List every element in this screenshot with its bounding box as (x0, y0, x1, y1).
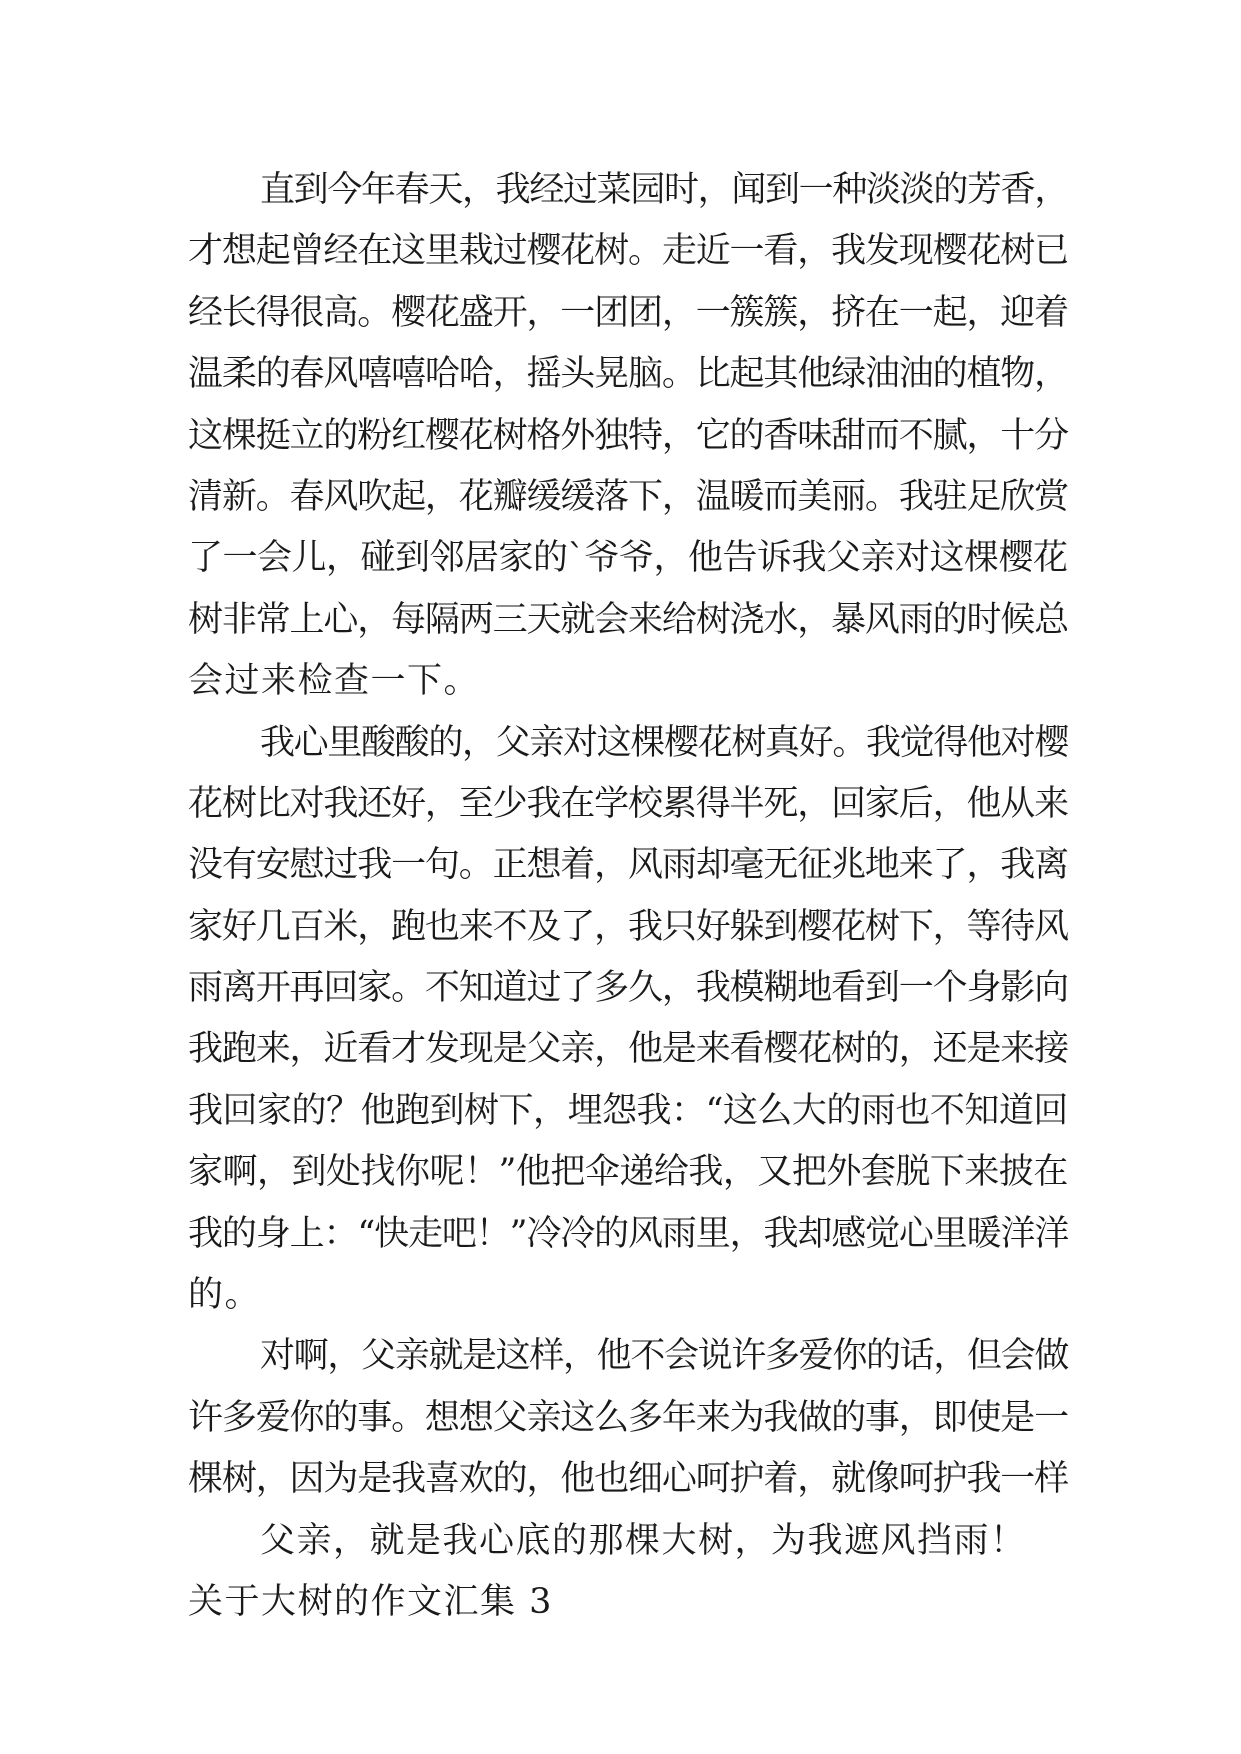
text-line: 我回家的？他跑到树下，埋怨我：“这么大的雨也不知道回 (188, 1090, 1068, 1131)
text-line: 这棵挺立的粉红樱花树格外独特，它的香味甜而不腻，十分 (188, 415, 1069, 456)
text-line: 许多爱你的事。想想父亲这么多年来为我做的事，即使是一 (188, 1397, 1069, 1438)
text-line: 的。 (188, 1275, 262, 1316)
text-line: 才想起曾经在这里栽过樱花树。走近一看，我发现樱花树已 (188, 231, 1069, 272)
text-line: 我的身上：“快走吧！”冷冷的风雨里，我却感觉心里暖洋洋 (188, 1213, 1069, 1254)
text-line: 清新。春风吹起，花瓣缓缓落下，温暖而美丽。我驻足欣赏 (188, 476, 1069, 517)
text-line: 家好几百米，跑也来不及了，我只好躲到樱花树下，等待风 (188, 906, 1069, 947)
text-line: 没有安慰过我一句。正想着，风雨却毫无征兆地来了，我离 (188, 845, 1069, 886)
text-line: 家啊，到处找你呢！”他把伞递给我，又把外套脱下来披在 (188, 1152, 1068, 1193)
text-line: 直到今年春天，我经过菜园时，闻到一种淡淡的芳香， (260, 170, 1069, 210)
document-body (188, 160, 1068, 1633)
text-line: 经长得很高。樱花盛开，一团团，一簇簇，挤在一起，迎着 (188, 292, 1069, 333)
text-line: 温柔的春风嘻嘻哈哈，摇头晃脑。比起其他绿油油的植物， (188, 354, 1069, 395)
text-line: 棵树，因为是我喜欢的，他也细心呵护着，就像呵护我一样 (188, 1459, 1069, 1500)
section-heading: 关于大树的作文汇集 3 (188, 1581, 553, 1622)
text-line: 我心里酸酸的，父亲对这棵樱花树真好。我觉得他对樱 (260, 722, 1069, 763)
text-line: 会过来检查一下。 (188, 661, 481, 702)
text-line: 父亲，就是我心底的那棵大树，为我遮风挡雨！ (260, 1520, 1027, 1561)
text-line: 树非常上心，每隔两三天就会来给树浇水，暴风雨的时候总 (188, 599, 1069, 640)
text-line: 了一会儿，碰到邻居家的`爷爷，他告诉我父亲对这棵樱花 (188, 538, 1068, 579)
text-line: 对啊，父亲就是这样，他不会说许多爱你的话，但会做 (260, 1336, 1069, 1377)
text-line: 花树比对我还好，至少我在学校累得半死，回家后，他从来 (188, 783, 1069, 824)
text-line: 我跑来，近看才发现是父亲，他是来看樱花树的，还是来接 (188, 1029, 1069, 1070)
text-line: 雨离开再回家。不知道过了多久，我模糊地看到一个身影向 (188, 968, 1069, 1009)
